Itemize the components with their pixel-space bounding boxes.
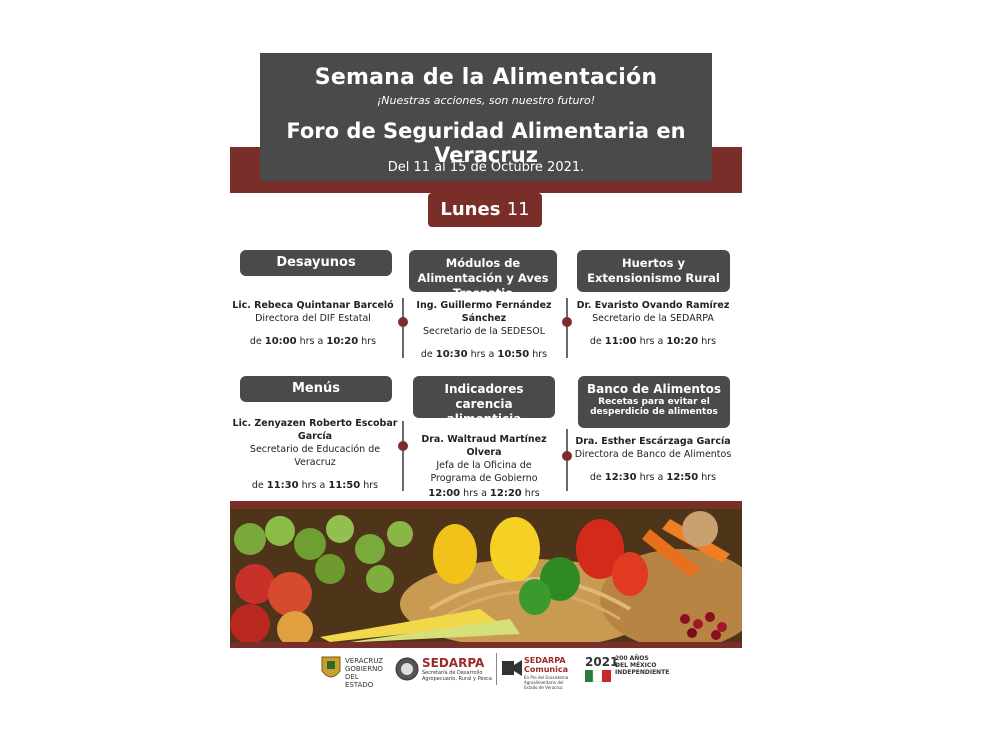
forum-title: Foro de Seguridad Alimentaria en Veracruz: [286, 119, 686, 167]
topic-label: Banco de Alimentos: [586, 382, 722, 396]
photo-bottom-band: [230, 642, 742, 648]
bicentennial-flag-icon: [585, 670, 611, 682]
speaker-block-5: [408, 433, 560, 500]
photo-top-band: [230, 501, 742, 509]
session-time: de 12:30 hrs a 12:50 hrs: [589, 472, 717, 483]
speaker-block-1: [230, 299, 396, 348]
speaker-block-2: [404, 299, 564, 361]
topic-label: Menús regionalizados: [262, 381, 370, 422]
anniversary-text: 200 AÑOS DEL MÉXICO INDEPENDIENTE: [615, 655, 670, 676]
event-dates: Del 11 al 15 de Octubre 2021.: [387, 160, 585, 175]
speaker-role: Jefa de la Oficina de Programa de Gobierno: [430, 460, 538, 484]
day-badge: [428, 193, 542, 227]
speaker-name: Ing. Guillermo Fernández Sánchez: [416, 300, 552, 324]
speaker-role: Directora del DIF Estatal: [255, 313, 371, 324]
sedarpa-logo-subtext: Secretaría de Desarrollo Agropecuario, Rural y Pesca: [422, 670, 492, 682]
sedarpa-logo-icon: [395, 655, 419, 683]
session-time: 12:00 hrs a 12:20 hrs: [428, 488, 540, 499]
comunica-logo-icon: [502, 659, 522, 677]
speaker-name: Dra. Esther Escárzaga García: [575, 436, 731, 447]
session-time: de 10:30 hrs a 10:50 hrs: [420, 349, 548, 360]
topic-label: Módulos de Alimentación y Aves Traspatio: [417, 256, 549, 300]
speaker-block-4: [230, 417, 400, 492]
event-subtitle: ¡Nuestras acciones, son nuestro futuro!: [376, 94, 596, 107]
veracruz-logo-text: VERACRUZ GOBIERNO DEL ESTADO: [345, 657, 384, 689]
comunica-logo-subtext: En Pro del Ecosistema Agroalimentario del Estado de Veracruz: [524, 675, 569, 690]
session-time: de 11:30 hrs a 11:50 hrs: [251, 480, 379, 491]
logo-divider: [496, 653, 497, 685]
speaker-name: Dr. Evaristo Ovando Ramírez: [576, 300, 730, 311]
veracruz-shield-icon: [320, 655, 342, 683]
sponsor-logos: [320, 653, 670, 690]
speaker-block-6: [570, 435, 736, 484]
topic-pill-1: [240, 250, 392, 296]
speaker-name: Dra. Waltraud Martínez Olvera: [421, 434, 547, 458]
topic-label: Desayunos Escolares: [276, 255, 356, 296]
topic-pill-5: [413, 376, 555, 426]
day-label: Lunes: [440, 199, 501, 220]
speaker-role: Secretario de la SEDESOL: [422, 326, 546, 337]
produce-photo: [230, 509, 742, 642]
session-time: de 10:00 hrs a 10:20 hrs: [249, 336, 377, 347]
speaker-name: Lic. Zenyazen Roberto Escobar García: [232, 418, 398, 442]
event-poster: [230, 53, 742, 693]
speaker-block-3: [570, 299, 736, 348]
topic-sublabel: Recetas para evitar el desperdicio de alimentos: [590, 397, 718, 417]
session-time: de 11:00 hrs a 10:20 hrs: [589, 336, 717, 347]
topic-pill-3: [577, 250, 730, 292]
sedarpa-logo-text: SEDARPA: [422, 656, 485, 670]
speaker-name: Lic. Rebeca Quintanar Barceló: [232, 300, 394, 311]
comunica-logo-text: SEDARPA Comunica: [524, 656, 568, 674]
topic-label: Huertos y Extensionismo Rural: [587, 256, 720, 285]
topic-pill-6: [578, 376, 730, 428]
divider-line: [566, 298, 568, 358]
day-number: 11: [506, 199, 530, 220]
event-title: Semana de la Alimentación: [314, 65, 658, 90]
year-text: 2021: [585, 655, 619, 669]
speaker-role: Secretario de Educación de Veracruz: [249, 444, 381, 468]
topic-pill-4: [240, 376, 392, 422]
speaker-role: Secretario de la SEDARPA: [592, 313, 714, 324]
speaker-role: Directora de Banco de Alimentos: [574, 449, 732, 460]
topic-label: Indicadores carencia alimenticia: [444, 382, 524, 426]
produce-illustration: [230, 509, 742, 642]
topic-pill-2: [409, 250, 557, 300]
divider-line: [402, 421, 404, 491]
